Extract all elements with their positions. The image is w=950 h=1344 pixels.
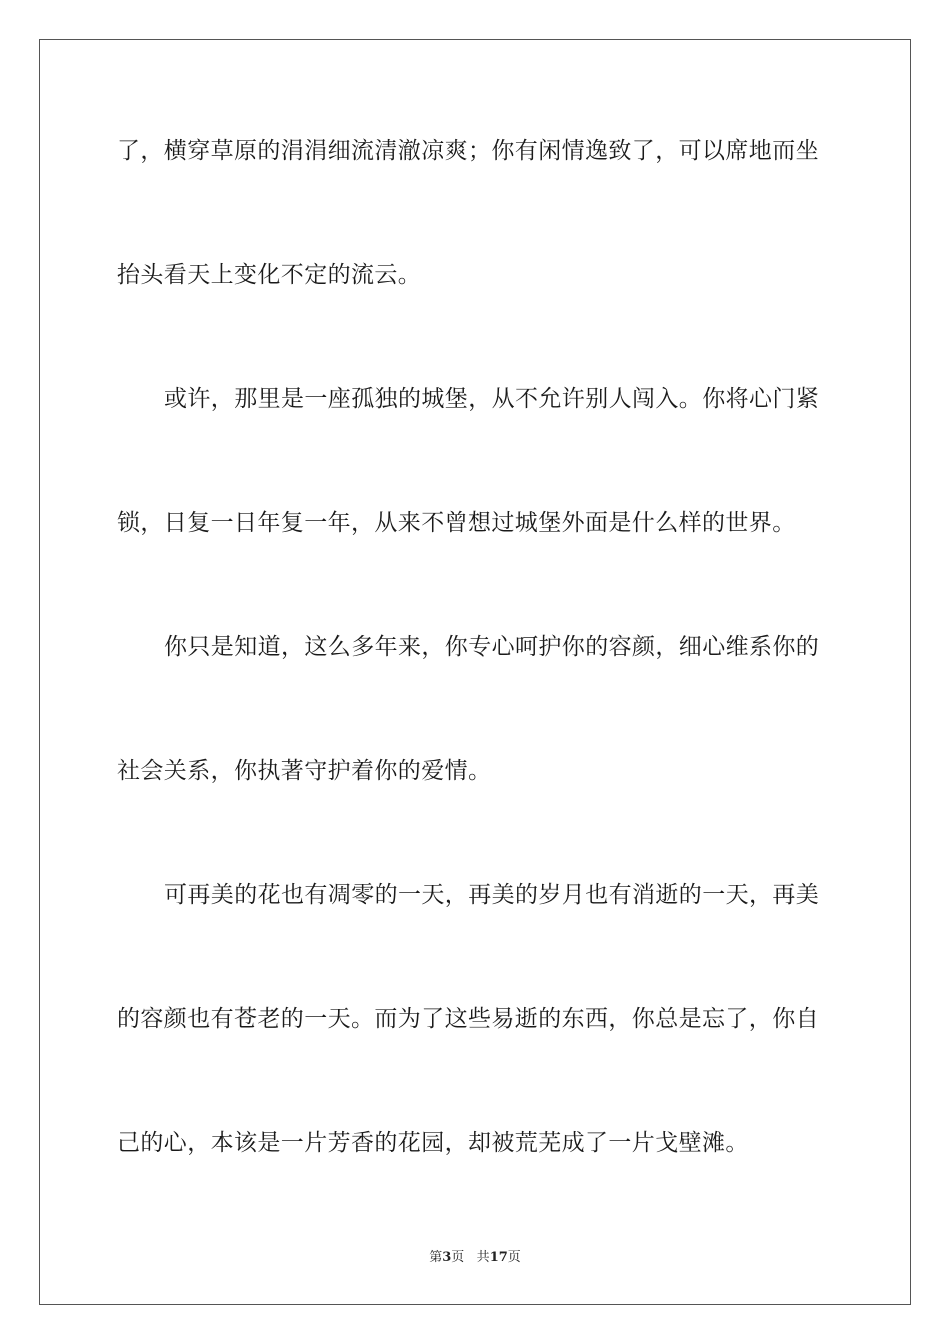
- paragraph-line-6: 社会关系，你执著守护着你的爱情。: [117, 758, 492, 784]
- paragraph-line-2: 抬头看天上变化不定的流云。: [117, 262, 422, 288]
- paragraph-line-5: 你只是知道，这么多年来，你专心呵护你的容颜，细心维系你的: [164, 634, 820, 660]
- footer-total-suffix: 页: [507, 1250, 521, 1265]
- page-frame: [39, 39, 911, 1305]
- footer-page-suffix: 页: [451, 1250, 465, 1265]
- footer-page-number: 3: [442, 1250, 452, 1265]
- paragraph-line-7: 可再美的花也有凋零的一天，再美的岁月也有消逝的一天，再美: [164, 882, 820, 908]
- page-footer: [0, 1246, 950, 1265]
- paragraph-line-3: 或许，那里是一座孤独的城堡，从不允许别人闯入。你将心门紧: [164, 386, 820, 412]
- footer-total-prefix: 共: [476, 1250, 490, 1265]
- footer-page-prefix: 第: [429, 1250, 443, 1265]
- paragraph-line-4: 锁，日复一日年复一年，从来不曾想过城堡外面是什么样的世界。: [117, 510, 796, 536]
- paragraph-line-9: 己的心，本该是一片芳香的花园，却被荒芜成了一片戈壁滩。: [117, 1130, 749, 1156]
- footer-total-pages: 17: [489, 1250, 508, 1265]
- paragraph-line-1: 了，横穿草原的涓涓细流清澈凉爽；你有闲情逸致了，可以席地而坐: [117, 138, 819, 164]
- paragraph-line-8: 的容颜也有苍老的一天。而为了这些易逝的东西，你总是忘了，你自: [117, 1006, 819, 1032]
